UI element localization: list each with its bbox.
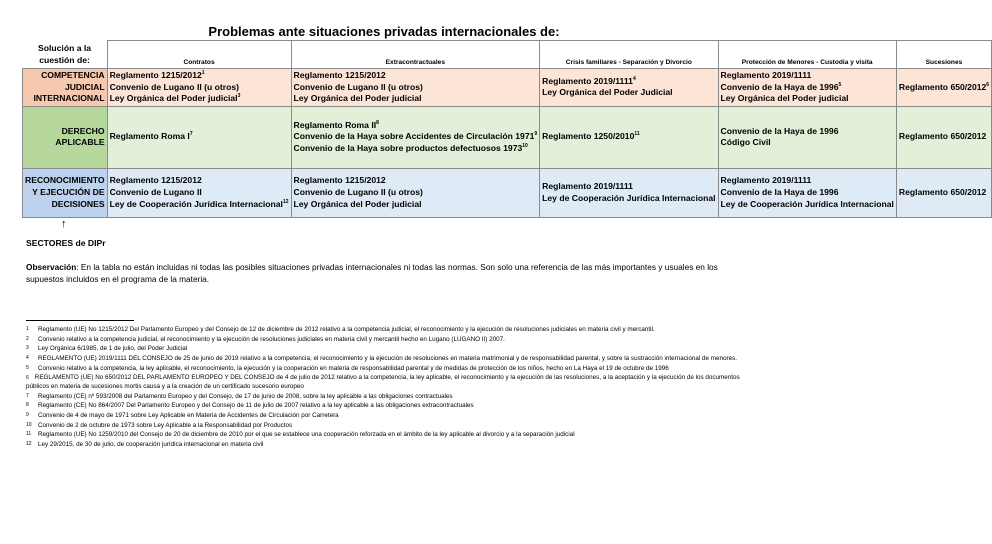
cell-line: Reglamento 2019/1111$^4$ xyxy=(542,75,636,86)
table-cell xyxy=(718,168,896,217)
footnote-separator xyxy=(26,320,134,321)
footnote-text: Reglamento (CE) No 864/2007 Del Parlamento Europeo y del Consejo de 11 de julio de 2007 relativo a la ley aplicable a las obligaciones extracontractuales xyxy=(38,402,474,410)
cell-line: Reglamento Roma $II^8$ xyxy=(293,119,379,130)
footnote-number: 1 xyxy=(26,326,29,332)
table-header-row xyxy=(23,41,992,69)
footnote-ref[interactable]: 7 xyxy=(189,131,193,138)
table-cell xyxy=(540,106,718,168)
dipr-table xyxy=(22,40,992,218)
table-cell xyxy=(540,69,718,107)
cell-line: Reglamento 650/2012 xyxy=(898,186,987,197)
cell-line: Reglamento 2019/1111 xyxy=(720,70,812,80)
header-contratos: Contratos xyxy=(107,41,291,69)
cell-line: Ley de Cooperación Jurídica Internacional xyxy=(542,192,716,203)
footnote-text: Reglamento (CE) nº 593/2008 del Parlamento Europeo y del Consejo, de 17 de junio de 2008, sobre la ley aplicable a las obligaciones contractuales xyxy=(38,392,453,400)
table-cell xyxy=(896,106,991,168)
row-derecho-aplicable xyxy=(23,106,992,168)
cell-line: Reglamento 1215/2012$^1$ xyxy=(109,70,205,80)
cell-line: Reglamento 1250/2010$^{11}$ xyxy=(542,131,640,142)
cell-line: Reglamento 1215/2012 xyxy=(293,175,386,186)
row-label xyxy=(23,106,108,168)
up-arrow-icon: ↑ xyxy=(61,218,67,230)
table-cell xyxy=(896,168,991,217)
cell-line: Código Civil xyxy=(720,137,771,148)
table-cell xyxy=(540,168,718,217)
row-label-line: APLICABLE xyxy=(55,137,105,148)
footnote-item xyxy=(26,326,746,335)
footnote-item xyxy=(26,393,746,402)
cell-line: Convenio de Lugano II (u otros) xyxy=(293,186,423,197)
footnote-text: Convenio de 2 de octubre de 1973 sobre Ley Aplicable a la Responsabilidad por Productos xyxy=(38,421,293,429)
footnote-item xyxy=(26,422,746,431)
footnote-item xyxy=(26,336,746,345)
footnote-text: Reglamento (UE) No 1215/2012 Del Parlamento Europeo y del Consejo de 12 de diciembre de 2012 relativo a la competencia judicial, el reconocimiento y la ejecución de resoluciones judiciales en materia civil y mercantil. xyxy=(38,326,655,333)
footnote-text: Reglamento (UE) No 1259/2010 del Consejo de 20 de diciembre de 2010 por el que se establece una cooperación reforzada en el ámbito de la ley aplicable al divorcio y a la separación judicial xyxy=(38,431,575,439)
table-cell xyxy=(107,168,291,217)
row-label-line: DECISIONES xyxy=(51,198,105,209)
cell-line: Convenio de la Haya de 1996 xyxy=(720,186,839,197)
cell-line: Ley Orgánica del Poder judicial xyxy=(720,93,849,104)
cell-line: Convenio de la Haya de 1996 xyxy=(720,125,839,136)
footnote-text: Ley 29/2015, de 30 de julio, de cooperación jurídica internacional en materia civil xyxy=(38,441,264,449)
cell-line: Convenio de Lugano II (u otros) xyxy=(293,81,423,92)
footnote-text: REGLAMENTO (UE) No 650/2012 DEL PARLAMENTO EUROPEO Y DEL CONSEJO de 4 de julio de 2012 relativo a la competencia, la ley aplicable, el reconocimiento y la ejecución de las resoluciones, a la aceptación y la ejecución de los documentos públicos en materia de sucesiones mortis causa y a la creación de un certificado sucesorio europeo xyxy=(26,374,740,390)
footnote-ref[interactable]: 8 xyxy=(376,120,379,127)
cell-line: Reglamento 1215/2012 xyxy=(109,175,202,186)
table-cell xyxy=(896,69,991,107)
footnote-text: REGLAMENTO (UE) 2019/1111 DEL CONSEJO de 25 de junio de 2019 relativo a la competencia, el reconocimiento y la ejecución de resoluciones en materia matrimonial y de responsabilidad parental, y sobre la sustracción internacional de menores. xyxy=(38,355,737,363)
cell-line: Convenio de Lugano II (u otros) xyxy=(109,81,239,92)
observation-label: Observación xyxy=(26,262,77,272)
cell-line: Reglamento 2019/1111 xyxy=(542,181,633,192)
observation-paragraph xyxy=(26,261,746,285)
footnote-number: 11 xyxy=(26,431,32,438)
footnote-ref[interactable]: 3 xyxy=(237,93,241,100)
footnote-ref[interactable]: 6 xyxy=(986,81,990,88)
row-label-line: RECONOCIMIENTO xyxy=(25,175,105,186)
footnote-ref[interactable]: 4 xyxy=(632,75,636,82)
row-label-line: JUDICIAL xyxy=(64,81,105,92)
sectores-heading: SECTORES de DIPr xyxy=(26,238,106,248)
footnote-ref[interactable]: 9 xyxy=(534,131,538,138)
document-title: Problemas ante situaciones privadas internacionales de: xyxy=(208,24,560,39)
row-label-line: COMPETENCIA xyxy=(41,70,105,80)
row-label-line: INTERNACIONAL xyxy=(33,93,105,104)
cell-line: Reglamento 1215/2012 xyxy=(293,70,386,80)
row-label xyxy=(23,168,108,217)
footnote-item xyxy=(26,345,746,354)
row-label-line: DERECHO xyxy=(61,125,105,136)
footnote-item xyxy=(26,402,746,411)
table-cell xyxy=(107,69,291,107)
footnote-text: Convenio relativo a la competencia judicial, el reconocimiento y la ejecución de resoluciones judiciales en materia civil y mercantil hecho en Lugano (LUGANO II) 2007. xyxy=(38,335,505,343)
cell-line: Convenio de Lugano II xyxy=(109,186,202,197)
footnote-number: 6 xyxy=(26,375,29,382)
header-crisis-familiares: Crisis familiares - Separación y Divorcio xyxy=(540,41,718,69)
footnote-item xyxy=(26,374,746,391)
table-cell xyxy=(291,69,540,107)
footnote-item xyxy=(26,431,746,440)
footnote-number: 10 xyxy=(26,421,32,428)
row-reconocimiento xyxy=(23,168,992,217)
table-cell xyxy=(718,106,896,168)
footnotes-list xyxy=(26,326,746,451)
row-label xyxy=(23,69,108,107)
cell-line: Reglamento 650/2012$^6$ xyxy=(898,81,990,92)
header-sucesiones: Sucesiones xyxy=(896,41,991,69)
cell-line: Convenio de la Haya sobre productos defectuosos 1973$^{10}$ xyxy=(293,143,528,154)
cell-line: Ley Orgánica del Poder judicial xyxy=(293,198,422,209)
footnote-text: Convenio de 4 de mayo de 1971 sobre Ley Aplicable en Materia de Accidentes de Circulación por Carretera xyxy=(38,412,339,419)
cell-line: Ley Orgánica del Poder judicial xyxy=(293,93,422,104)
footnote-item xyxy=(26,355,746,364)
footnote-item xyxy=(26,412,746,421)
footnote-number: 5 xyxy=(26,364,29,371)
corner-cell: Solución a la cuestión de: xyxy=(38,43,92,66)
footnote-item xyxy=(26,441,746,450)
cell-line: Ley de Cooperación Jurídica Internacional xyxy=(720,198,894,209)
footnote-number: 3 xyxy=(26,345,29,352)
cell-line: Reglamento 2019/1111 xyxy=(720,175,812,186)
footnote-number: 8 xyxy=(26,402,29,409)
row-competencia xyxy=(23,69,992,107)
cell-line: Convenio de la Haya sobre Accidentes de Circulación 1971$^9$ xyxy=(293,131,538,142)
table-cell xyxy=(718,69,896,107)
footnote-number: 12 xyxy=(26,441,32,448)
cell-line: Reglamento Roma $I^7$ xyxy=(109,131,193,142)
footnote-number: 2 xyxy=(26,335,29,342)
footnote-number: 7 xyxy=(26,392,29,399)
header-proteccion-menores: Protección de Menores - Custodia y visita xyxy=(718,41,896,69)
table-cell xyxy=(107,106,291,168)
footnote-text: Ley Orgánica 6/1985, de 1 de julio, del Poder Judicial xyxy=(38,345,188,353)
cell-line: Reglamento 650/2012 xyxy=(898,131,987,142)
header-extracontractuales: Extracontractuales xyxy=(291,41,540,69)
table-cell xyxy=(291,168,540,217)
cell-line: Ley de Cooperación Jurídica Internacional$^{12}$ xyxy=(109,198,289,209)
row-label-line: Y EJECUCIÓN DE xyxy=(32,186,105,197)
footnote-ref[interactable]: 1 xyxy=(201,70,205,77)
footnote-item xyxy=(26,365,746,374)
footnote-ref[interactable]: 11 xyxy=(634,131,640,138)
cell-line: Ley Orgánica del Poder Judicial xyxy=(542,87,673,98)
footnote-ref[interactable]: 5 xyxy=(838,81,842,88)
footnote-ref[interactable]: 10 xyxy=(522,143,528,150)
cell-line: Convenio de la Haya de 1996$^5$ xyxy=(720,81,842,92)
footnote-number: 9 xyxy=(26,412,29,418)
footnote-text: Convenio relativo a la competencia, la ley aplicable, el reconocimiento, la ejecución y la cooperación en materia de responsabilidad parental y de medidas de protección de los niños, hecho en La Haya el 19 de octubre de 1996 xyxy=(38,364,669,372)
footnote-number: 4 xyxy=(26,355,29,362)
footnote-ref[interactable]: 12 xyxy=(282,198,289,205)
observation-text: : En la tabla no están incluidas ni todas las posibles situaciones privadas internacionales ni todas las normas. Son solo una referencia de las más importantes y usuales en los supuestos incluidos en el programa de la materia. xyxy=(26,262,718,284)
cell-line: Ley Orgánica del Poder judicial$^3$ xyxy=(109,93,241,104)
table-cell xyxy=(291,106,540,168)
